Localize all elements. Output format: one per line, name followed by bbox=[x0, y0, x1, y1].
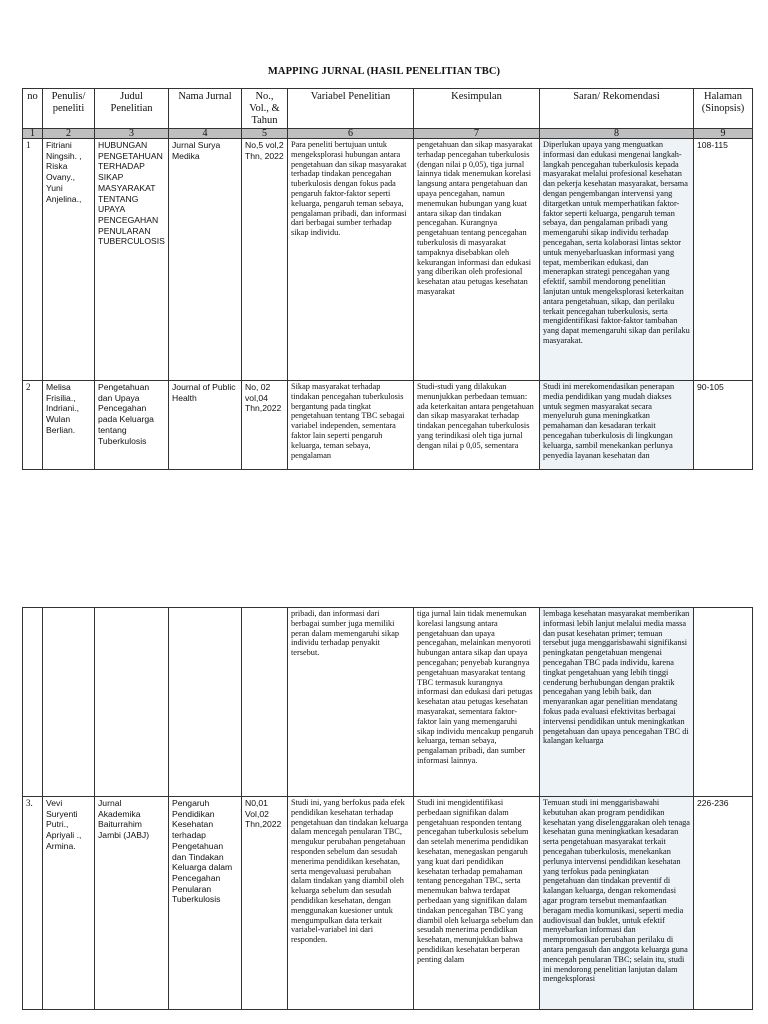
cell-no: 1 bbox=[23, 139, 43, 381]
column-number: 4 bbox=[169, 129, 242, 139]
header-row bbox=[23, 89, 753, 129]
column-number: 9 bbox=[694, 129, 753, 139]
header-nama-jurnal: Nama Jurnal bbox=[169, 89, 242, 129]
cell-variabel bbox=[288, 797, 414, 1010]
column-number: 8 bbox=[540, 129, 694, 139]
cell-saran bbox=[540, 381, 694, 470]
cell-judul bbox=[95, 797, 169, 1010]
cell-saran: Diperlukan upaya yang menguatkan informasi dan edukasi mengenai langkah-langkah pencegahan tuberkulosis kepada masyarakat melalui profesional kesehatan dan pekerja kesehatan masyarakat, bersama dengan pengembangan intervensi yang ditargetkan untuk memperhatikan faktor-faktor seperti keluarga, pengaruh teman sebaya, dan pengalaman pribadi yang memengaruhi sikap individu terhadap pencegahan, serta kolaborasi lintas sektor untuk menyebarluaskan informasi yang tepat, memberikan edukasi, dan menerapkan strategi pencegahan yang efektif, sambil mendorong penelitian lanjutan untuk mengeksplorasi keterkaitan antara pengetahuan, sikap, dan perilaku terkait pencegahan tuberkulosis, serta mengidentifikasi faktor-faktor tambahan yang dapat memengaruhi sikap dan perilaku masyarakat. bbox=[540, 139, 694, 381]
cell-penulis bbox=[43, 608, 95, 797]
cell-halaman bbox=[694, 381, 753, 470]
cell-penulis: Fitriani Ningsih. , Riska Ovany., Yuni Anjelina., bbox=[43, 139, 95, 381]
cell-no-text: 3. bbox=[26, 798, 33, 808]
cell-variabel-text: Sikap masyarakat terhadap tindakan pencegahan tuberkulosis bergantung pada tingkat pengetahuan tentang TBC sebagai variabel independen, sementara faktor lain seperti pengaruh keluarga, teman sebaya, pengalaman bbox=[291, 382, 405, 460]
header-penulis: Penulis/ peneliti bbox=[43, 89, 95, 129]
cell-kesimpulan-text: Studi ini mengidentifikasi perbedaan signifikan dalam pengetahuan responden tentang pencegahan tuberkulosis sebelum dan setelah menerima pendidikan kesehatan, menegaskan pengaruh yang kuat dari pendidikan kesehatan terhadap pemahaman tentang pencegahan TBC, serta menemukan bahwa terdapat perbedaan yang signifikan dalam tindakan pencegahan TBC yang diambil oleh keluarga sebelum dan sesudah menerima pendidikan kesehatan, menunjukkan bahwa pendidikan kesehatan berperan penting dalam bbox=[417, 798, 533, 964]
cell-volume bbox=[242, 381, 288, 470]
column-number: 1 bbox=[23, 129, 43, 139]
mapping-table-bottom bbox=[22, 607, 753, 1010]
cell-penulis-text: Melisa Frisilia., Indriani., Wulan Berlian. bbox=[46, 382, 79, 435]
cell-kesimpulan bbox=[414, 381, 540, 470]
cell-nama-jurnal-text: Pengaruh Pendidikan Kesehatan terhadap Pengetahuan dan Tindakan Keluarga dalam Pencegahan Penularan Tuberkulosis bbox=[172, 798, 233, 905]
cell-judul-text: Jurnal Akademika Baiturrahim Jambi (JABJ) bbox=[98, 798, 150, 841]
cell-volume bbox=[242, 608, 288, 797]
cell-judul: HUBUNGAN PENGETAHUAN TERHADAP SIKAP MASYARAKAT TENTANG UPAYA PENCEGAHAN PENULARAN TUBERCULOSIS bbox=[95, 139, 169, 381]
cell-variabel: Para peneliti bertujuan untuk mengeksplorasi hubungan antara pengetahuan dan sikap masyarakat terhadap tindakan pencegahan tuberkulosis dengan fokus pada pengaruh faktor-faktor seperti keluarga, pengaruh teman sebaya, pengalaman pribadi, dan informasi dari berbagai sumber terhadap sikap individu. bbox=[288, 139, 414, 381]
cell-volume: No,5 vol,2 Thn, 2022 bbox=[242, 139, 288, 381]
cell-kesimpulan: pengetahuan dan sikap masyarakat terhadap pencegahan tuberkulosis (dengan nilai p 0,05), tiga jurnal lainnya tidak menemukan korelasi langsung antara pengetahuan dan upaya pencegahan, namun menemukan hubungan yang kuat antara sikap dan tindakan pencegahan. Kurangnya pengetahuan tentang pencegahan tuberkulosis di masyarakat tampaknya disebabkan oleh kekurangan informasi dan edukasi yang diberikan oleh profesional kesehatan atau petugas kesehatan masyarakat bbox=[414, 139, 540, 381]
column-number-row bbox=[23, 129, 753, 139]
header-variabel: Variabel Penelitian bbox=[288, 89, 414, 129]
cell-penulis-text: Vevi Suryenti Putri., Apriyali ., Armina. bbox=[46, 798, 82, 851]
cell-saran-text: Studi ini merekomendasikan penerapan media pendidikan yang mudah diakses untuk segmen masyarakat secara menyeluruh guna meningkatkan pemahaman dan kesadaran terkait pencegahan tuberkulosis di lingkungan keluarga, sambil menekankan perlunya penyedia layanan kesehatan dan bbox=[543, 382, 675, 460]
cell-halaman-text: 90-105 bbox=[697, 382, 724, 392]
cell-halaman: 108-115 bbox=[694, 139, 753, 381]
cell-judul bbox=[95, 608, 169, 797]
header-saran: Saran/ Rekomendasi bbox=[540, 89, 694, 129]
page-title: MAPPING JURNAL (HASIL PENELITIAN TBC) bbox=[267, 66, 501, 77]
header-volume: No., Vol., & Tahun bbox=[242, 89, 288, 129]
cell-no-text: 2 bbox=[26, 382, 31, 392]
cell-no bbox=[23, 381, 43, 470]
cell-variabel bbox=[288, 381, 414, 470]
cell-nama-jurnal: Jurnal Surya Medika bbox=[169, 139, 242, 381]
cell-judul-text: Pengetahuan dan Upaya Pencegahan pada Keluarga tentang Tuberkulosis bbox=[98, 382, 154, 446]
column-number: 5 bbox=[242, 129, 288, 139]
cell-no bbox=[23, 797, 43, 1010]
cell-variabel-text: Studi ini, yang berfokus pada efek pendidikan kesehatan terhadap pengetahuan dan tindakan keluarga dalam mencegah penularan TBC, mengukur perubahan pengetahuan responden sebelum dan sesudah menerima pendidikan kesehatan, serta mengevaluasi perubahan dalam tindakan yang diambil oleh keluarga sebelum dan sesudah pendidikan kesehatan, dengan menggunakan kuesioner untuk mengumpulkan data terkait variabel-variabel ini dari responden. bbox=[291, 798, 409, 945]
cell-halaman bbox=[694, 608, 753, 797]
cell-nama-jurnal bbox=[169, 797, 242, 1010]
header-judul: Judul Penelitian bbox=[95, 89, 169, 129]
cell-penulis bbox=[43, 797, 95, 1010]
column-number: 3 bbox=[95, 129, 169, 139]
cell-halaman bbox=[694, 797, 753, 1010]
cell-volume bbox=[242, 797, 288, 1010]
cell-nama-jurnal bbox=[169, 381, 242, 470]
cell-kesimpulan-text: Studi-studi yang dilakukan menunjukkan perbedaan temuan: ada keterkaitan antara pengetahuan dan sikap masyarakat terhadap tindakan pencegahan tuberkulosis yang terindikasi oleh tiga jurnal dengan nilai p 0,05, sementara bbox=[417, 382, 534, 450]
column-number: 7 bbox=[414, 129, 540, 139]
cell-nama-jurnal-text: Journal of Public Health bbox=[172, 382, 236, 403]
column-number: 2 bbox=[43, 129, 95, 139]
cell-judul bbox=[95, 381, 169, 470]
cell-penulis bbox=[43, 381, 95, 470]
cell-volume-text: N0,01 Vol,02 Thn,2022 bbox=[245, 798, 282, 830]
column-number: 6 bbox=[288, 129, 414, 139]
table-row bbox=[23, 139, 753, 381]
header-halaman: Halaman (Sinopsis) bbox=[694, 89, 753, 129]
cell-nama-jurnal bbox=[169, 608, 242, 797]
header-no: no bbox=[23, 89, 43, 129]
cell-volume-text: No, 02 vol,04 Thn,2022 bbox=[245, 382, 282, 414]
mapping-table-top bbox=[22, 88, 753, 470]
cell-saran-text: Temuan studi ini menggarisbawahi kebutuhan akan program pendidikan kesehatan yang diselenggarakan oleh tenaga kesehatan guna meningkatkan kesadaran serta pengetahuan masyarakat terkait pencegahan tuberkulosis, menekankan perlunya intervensi pendidikan kesehatan yang terfokus pada peningkatan pengetahuan dan tindakan preventif di kalangan keluarga, dengan rekomendasi agar program tersebut memanfaatkan beragam media komunikasi, seperti media audiovisual dan buklet, untuk efektif menyebarkan informasi dan mempromosikan perubahan perilaku di antara pengasuh dan anggota keluarga guna mencegah penularan TBC; selain itu, studi ini mendorong penelitian lanjutan dalam mengeksplorasi bbox=[543, 798, 690, 984]
cell-no bbox=[23, 608, 43, 797]
cell-halaman-text: 226-236 bbox=[697, 798, 729, 808]
header-kesimpulan: Kesimpulan bbox=[414, 89, 540, 129]
table-row bbox=[23, 797, 753, 1010]
table-row-continuation bbox=[23, 608, 753, 797]
cell-kesimpulan: tiga jurnal lain tidak menemukan korelasi langsung antara pengetahuan dan upaya pencegahan, melainkan menyoroti hubungan antara sikap dan upaya pencegahan; penyebab kurangnya pengetahuan masyarakat tentang TBC termasuk kurangnya informasi dan edukasi dari petugas kesehatan atau petugas kesehatan masyarakat, sementara faktor-faktor lain yang memengaruhi sikap individu mencakup pengaruh keluarga, teman sebaya, pengalaman pribadi, dan sumber informasi lainnya. bbox=[414, 608, 540, 797]
cell-variabel: pribadi, dan informasi dari berbagai sumber juga memiliki peran dalam memengaruhi sikap individu terhadap penyakit tersebut. bbox=[288, 608, 414, 797]
cell-saran bbox=[540, 797, 694, 1010]
table-row bbox=[23, 381, 753, 470]
cell-saran: lembaga kesehatan masyarakat memberikan informasi lebih lanjut melalui media massa dan pusat kesehatan primer; temuan tersebut juga menggarisbawahi signifikansi peningkatan pengetahuan mengenai pencegahan TBC pada individu, karena tingkat pengetahuan yang lebih tinggi cenderung berhubungan dengan praktik pencegahan yang lebih baik, dan menyarankan agar penelitian mendatang fokus pada evaluasi efektivitas berbagai intervensi pendidikan untuk meningkatkan pengetahuan dan upaya pencegahan TBC di kalangan keluarga bbox=[540, 608, 694, 797]
cell-kesimpulan bbox=[414, 797, 540, 1010]
